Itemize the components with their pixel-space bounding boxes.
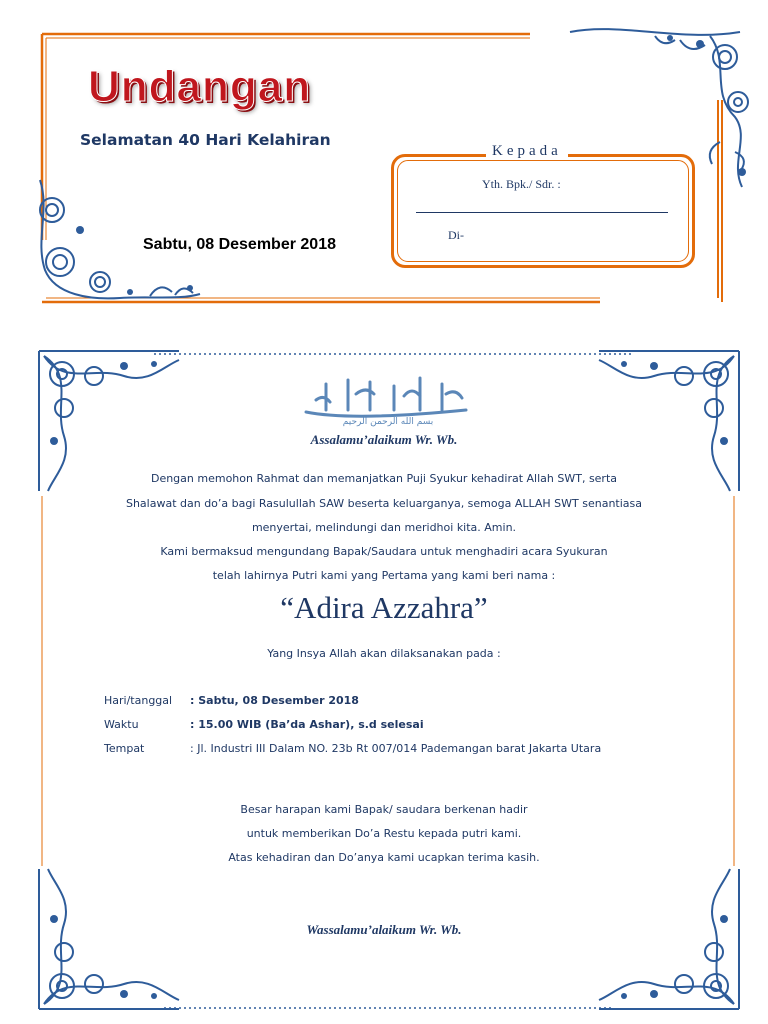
event-subtitle: Selamatan 40 Hari Kelahiran [80,131,331,149]
detail-label: Waktu [104,718,139,731]
closing-line: Besar harapan kami Bapak/ saudara berkenan hadir [240,803,528,816]
detail-row-place [104,742,601,755]
ornament-bottom-bottom-left-icon [34,864,184,1014]
ornament-bottom-bottom-right-icon [594,864,744,1014]
detail-value: : Jl. Industri III Dalam NO. 23b Rt 007/014 Pademangan barat Jakarta Utara [190,742,602,755]
closing-line: untuk memberikan Do’a Restu kepada putri kami. [246,827,522,840]
greeting: Assalamu’alaikum Wr. Wb. [310,432,458,447]
details-intro: Yang Insya Allah akan dilaksanakan pada : [267,647,501,660]
recipient-salutation: Yth. Bpk./ Sdr. : [482,177,561,191]
recipient-location: Di- [448,228,464,242]
closing-line: Atas kehadiran dan Do’anya kami ucapkan terima kasih. [228,851,540,864]
detail-label: Tempat [104,742,145,755]
event-date: Sabtu, 08 Desember 2018 [143,236,336,253]
detail-label: Hari/tanggal [104,694,173,707]
recipient-box [391,154,695,268]
detail-row-date [104,694,359,707]
farewell: Wassalamu’alaikum Wr. Wb. [306,922,462,937]
paragraph-line: Dengan memohon Rahmat dan memanjatkan Puji Syukur kehadirat Allah SWT, serta [150,472,618,485]
paragraph-line: telah lahirnya Putri kami yang Pertama yang kami beri nama : [212,569,556,582]
recipient-name-line [416,212,668,213]
child-name: “Adira Azzahra” [280,590,488,625]
detail-value: : Sabtu, 08 Desember 2018 [190,694,359,707]
paragraph-line: menyertai, melindungi dan meridhoi kita. Amin. [251,521,517,534]
paragraph-line: Shalawat dan do’a bagi Rasulullah SAW beserta keluarganya, semoga ALLAH SWT senantiasa [125,497,643,510]
bismillah-calligraphy-icon [296,370,480,428]
paragraph-line: Kami bermaksud mengundang Bapak/Saudara untuk menghadiri acara Syukuran [160,545,608,558]
invitation-title: Undangan [88,62,312,111]
recipient-box-title: Kepada [486,143,568,160]
detail-row-time [104,718,424,731]
bismillah-text: بسم الله الرحمن الرحيم [342,417,434,427]
detail-value: : 15.00 WIB (Ba’da Ashar), s.d selesai [190,718,424,731]
